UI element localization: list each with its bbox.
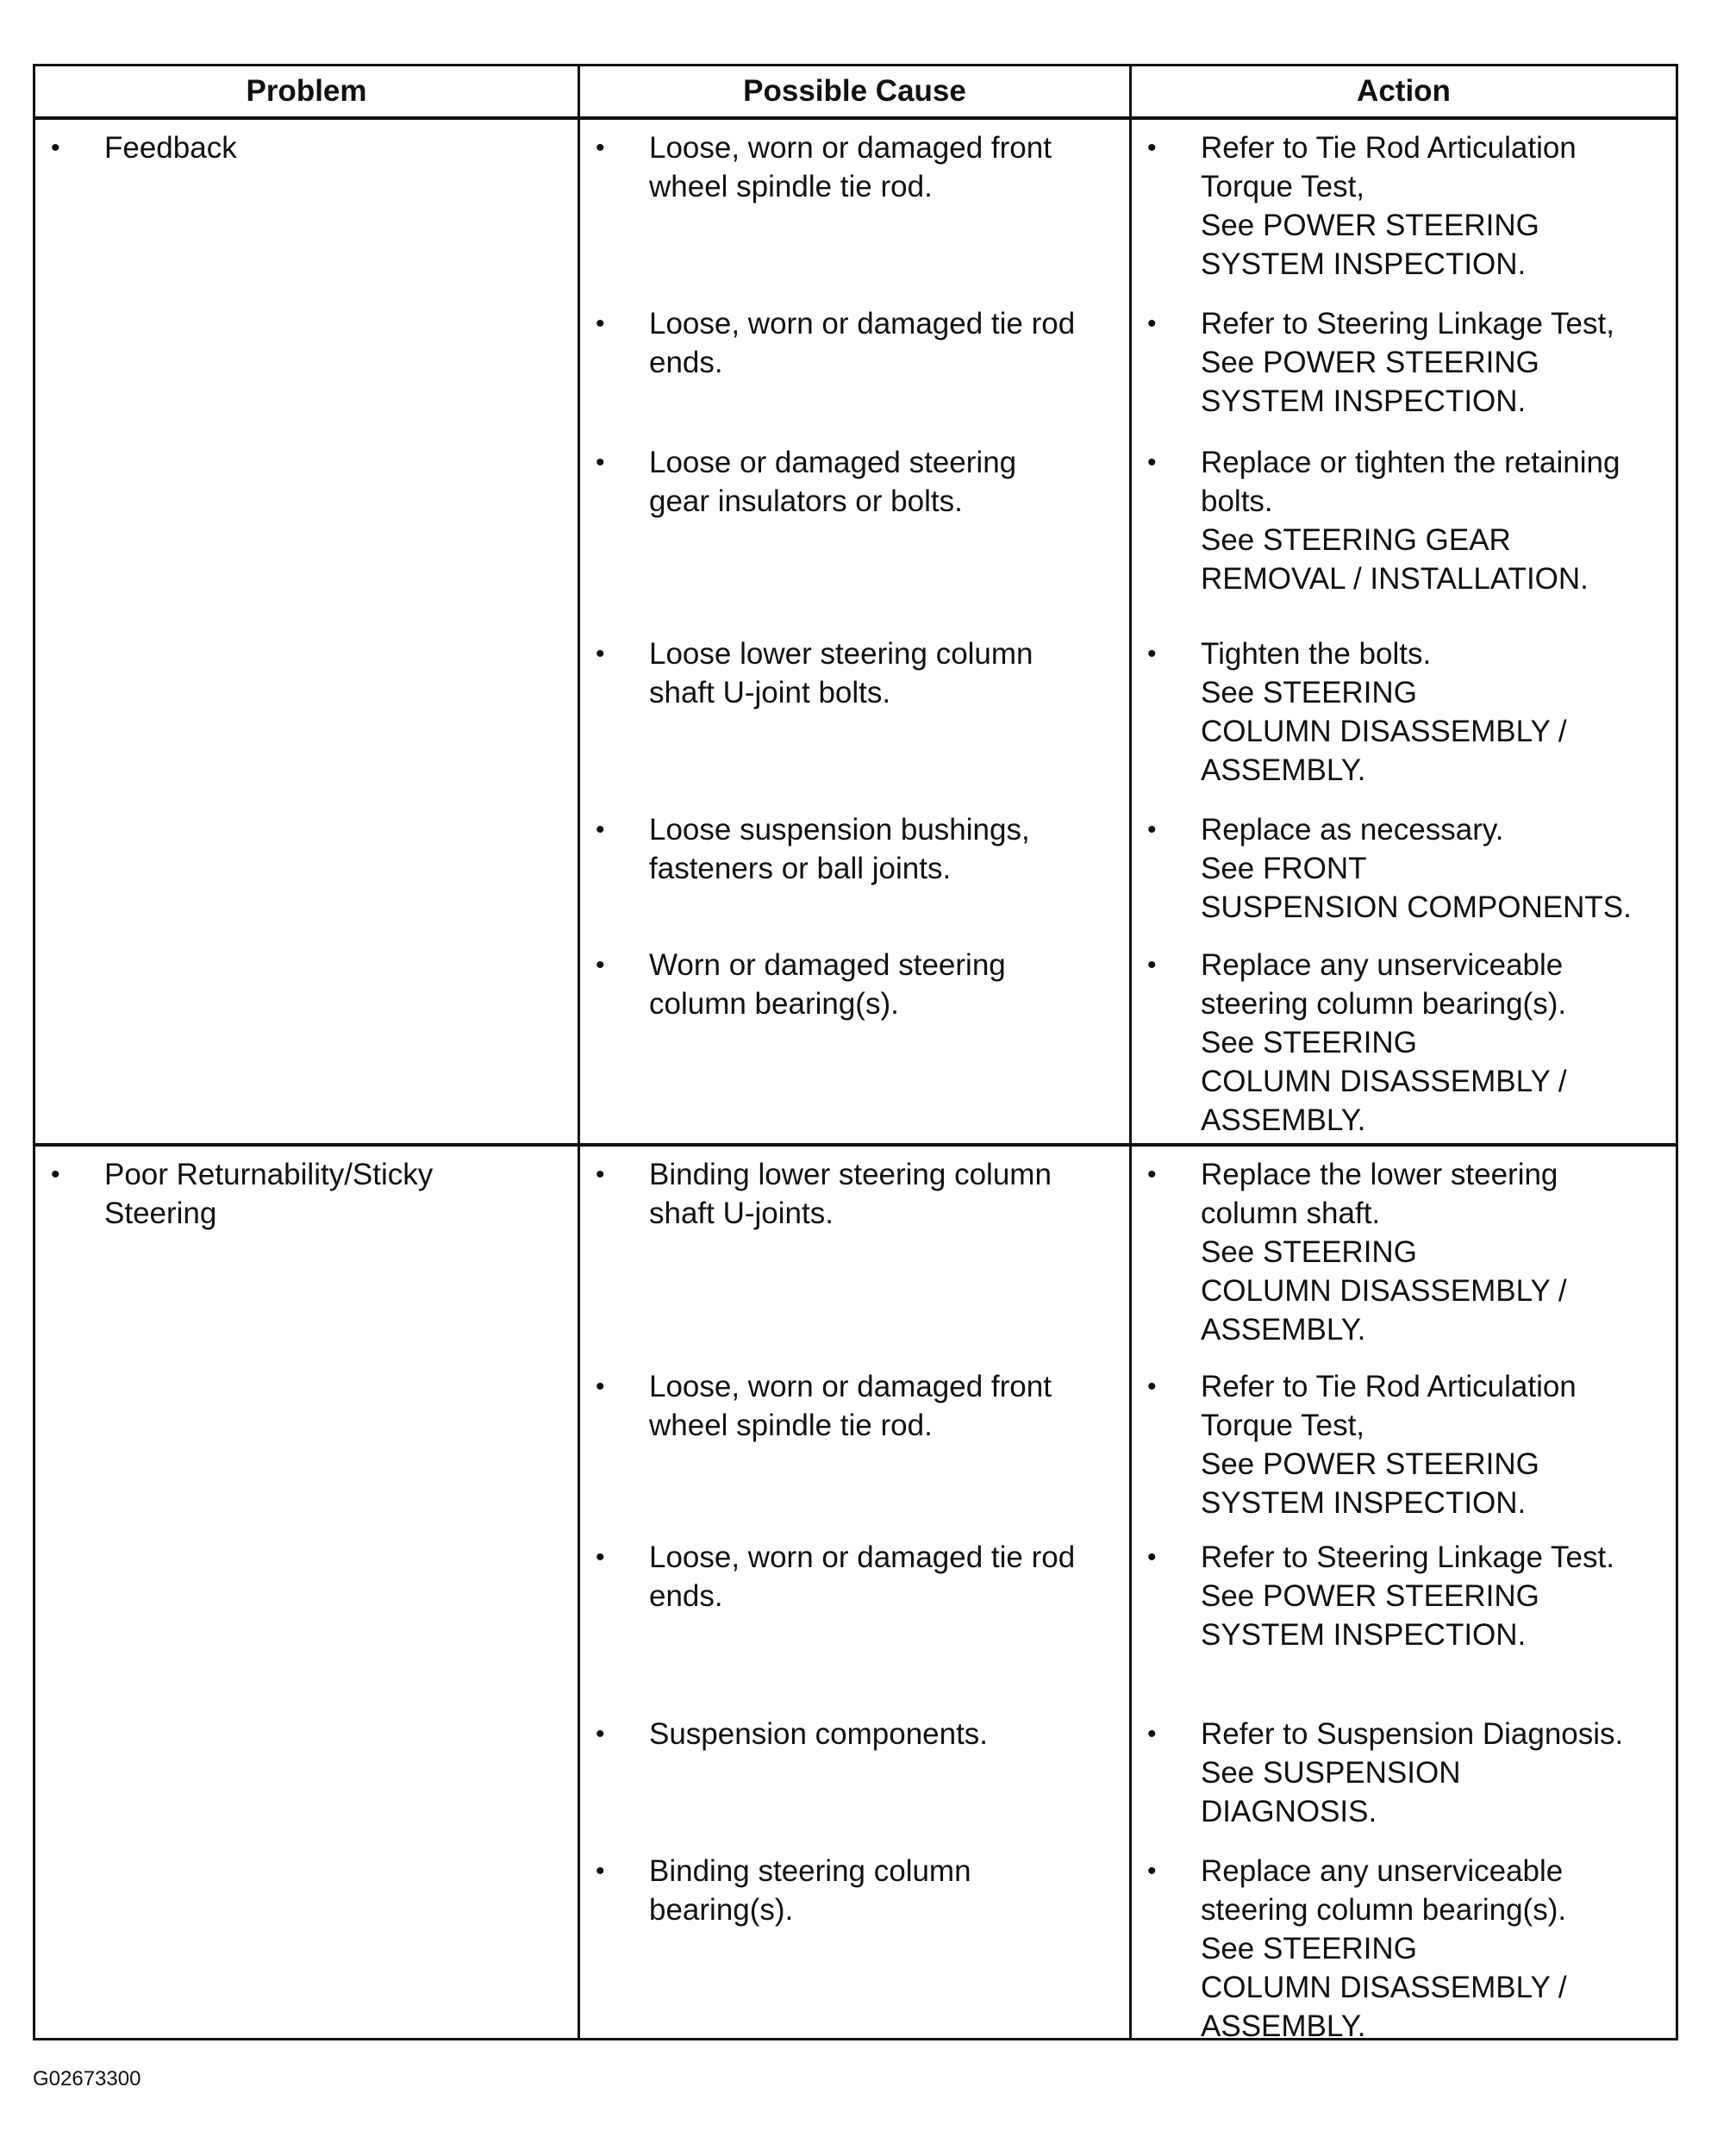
action-item-text: Replace any unserviceable steering column bearing(s). See STEERING COLUMN DISASSEMBLY / ASSEMBLY. (1201, 1854, 1567, 2043)
bullet-icon: • (1147, 816, 1157, 844)
action-item (1132, 1367, 1676, 1522)
list-item (1132, 937, 1676, 1143)
bullet-icon: • (596, 951, 605, 979)
list-item (1132, 1147, 1676, 1359)
list-item (1132, 626, 1676, 802)
header-row (34, 66, 1677, 119)
cause-item (580, 1155, 1129, 1233)
problem-item (35, 128, 578, 167)
action-item-text: Replace any unserviceable steering column bearing(s). See STEERING COLUMN DISASSEMBLY / ASSEMBLY. (1201, 948, 1567, 1137)
list-item (580, 1529, 1129, 1706)
bullet-icon: • (51, 1160, 60, 1189)
list-item (580, 1359, 1129, 1529)
cause-cell (579, 118, 1131, 1145)
action-item (1132, 634, 1676, 790)
cause-item (580, 1852, 1129, 1929)
bullet-icon: • (1147, 448, 1157, 477)
bullet-icon: • (1147, 640, 1157, 668)
action-cell (1131, 1145, 1677, 2043)
list-item (580, 1843, 1129, 2038)
header-problem: Problem (34, 66, 579, 119)
action-item (1132, 1155, 1676, 1349)
bullet-icon: • (1147, 1160, 1157, 1189)
action-item (1132, 810, 1676, 927)
action-item-text: Refer to Tie Rod Articulation Torque Test, See POWER STEERING SYSTEM INSPECTION. (1201, 1370, 1577, 1520)
list-item (580, 937, 1129, 1143)
cause-item-text: Loose, worn or damaged front wheel spindle tie rod. (649, 1370, 1052, 1442)
list-item (1132, 1706, 1676, 1843)
figure-code: G02673300 (33, 2067, 141, 2090)
bullet-icon: • (596, 1543, 605, 1572)
list-item (1132, 120, 1676, 296)
list-item (580, 1706, 1129, 1843)
header-possible-cause: Possible Cause (579, 66, 1131, 119)
cause-item (580, 946, 1129, 1023)
cause-item-text: Worn or damaged steering column bearing(s). (649, 948, 1006, 1021)
cause-item (580, 304, 1129, 382)
cause-item (580, 1367, 1129, 1445)
cause-item (580, 634, 1129, 712)
cause-item-text: Binding lower steering column shaft U-joints. (649, 1158, 1052, 1230)
table-row (34, 1145, 1677, 2040)
action-item-text: Refer to Suspension Diagnosis. See SUSPENSION DIAGNOSIS. (1201, 1717, 1624, 1828)
list-item (580, 296, 1129, 434)
bullet-icon: • (596, 134, 605, 162)
bullet-icon: • (1147, 134, 1157, 162)
bullet-icon: • (1147, 1857, 1157, 1885)
list-item (580, 434, 1129, 626)
problem-item-text: Poor Returnability/Sticky Steering (104, 1158, 434, 1230)
action-item (1132, 1538, 1676, 1654)
bullet-icon: • (596, 816, 605, 844)
list-item (1132, 1529, 1676, 1706)
action-item-text: Refer to Tie Rod Articulation Torque Test, See POWER STEERING SYSTEM INSPECTION. (1201, 131, 1577, 281)
list-item (580, 120, 1129, 296)
action-item-text: Replace or tighten the retaining bolts. See STEERING GEAR REMOVAL / INSTALLATION. (1201, 446, 1620, 596)
list-item (580, 1147, 1129, 1359)
list-item (1132, 434, 1676, 626)
bullet-icon: • (1147, 951, 1157, 979)
bullet-icon: • (596, 640, 605, 668)
action-cell (1131, 118, 1677, 1145)
cause-item-text: Binding steering column bearing(s). (649, 1854, 971, 1927)
bullet-icon: • (1147, 1543, 1157, 1572)
problem-cell (34, 118, 579, 1145)
cause-item (580, 1538, 1129, 1615)
list-item (1132, 1359, 1676, 1529)
bullet-icon: • (596, 1372, 605, 1401)
action-item (1132, 1715, 1676, 1831)
list-item (580, 626, 1129, 802)
action-item-text: Refer to Steering Linkage Test. See POWER STEERING SYSTEM INSPECTION. (1201, 1540, 1614, 1652)
list-item (1132, 1843, 1676, 2043)
cause-item-text: Loose lower steering column shaft U-joint bolts. (649, 637, 1033, 709)
action-item (1132, 946, 1676, 1140)
bullet-icon: • (1147, 309, 1157, 338)
bullet-icon: • (596, 448, 605, 477)
list-item (1132, 296, 1676, 434)
problem-item-text: Feedback (104, 131, 237, 165)
bullet-icon: • (51, 134, 60, 162)
troubleshooting-table (33, 64, 1678, 2043)
action-item-text: Replace as necessary. See FRONT SUSPENSION COMPONENTS. (1201, 813, 1632, 924)
action-item-text: Refer to Steering Linkage Test, See POWER STEERING SYSTEM INSPECTION. (1201, 307, 1614, 418)
bullet-icon: • (596, 309, 605, 338)
cause-item (580, 443, 1129, 521)
cause-item-text: Suspension components. (649, 1717, 989, 1751)
cause-item (580, 128, 1129, 206)
action-item-text: Tighten the bolts. See STEERING COLUMN DISASSEMBLY / ASSEMBLY. (1201, 637, 1567, 787)
cause-item-text: Loose, worn or damaged tie rod ends. (649, 1540, 1076, 1613)
action-item (1132, 443, 1676, 598)
table-row (34, 118, 1677, 1145)
list-item (1132, 802, 1676, 937)
cause-item-text: Loose, worn or damaged tie rod ends. (649, 307, 1076, 379)
list-item (580, 802, 1129, 937)
bullet-icon: • (596, 1160, 605, 1189)
action-item-text: Replace the lower steering column shaft. See STEERING COLUMN DISASSEMBLY / ASSEMBLY. (1201, 1158, 1567, 1347)
cause-item-text: Loose or damaged steering gear insulators or bolts. (649, 446, 1017, 518)
cause-item-text: Loose, worn or damaged front wheel spindle tie rod. (649, 131, 1052, 203)
cause-item (580, 810, 1129, 888)
cause-item (580, 1715, 1129, 1753)
bullet-icon: • (1147, 1372, 1157, 1401)
bullet-icon: • (596, 1857, 605, 1885)
problem-item (35, 1155, 578, 1233)
action-item (1132, 1852, 1676, 2046)
header-action: Action (1131, 66, 1677, 119)
action-item (1132, 304, 1676, 421)
action-item (1132, 128, 1676, 284)
bullet-icon: • (596, 1720, 605, 1748)
problem-cell (34, 1145, 579, 2040)
cause-item-text: Loose suspension bushings, fasteners or ball joints. (649, 813, 1030, 885)
cause-cell (579, 1145, 1131, 2040)
bullet-icon: • (1147, 1720, 1157, 1748)
